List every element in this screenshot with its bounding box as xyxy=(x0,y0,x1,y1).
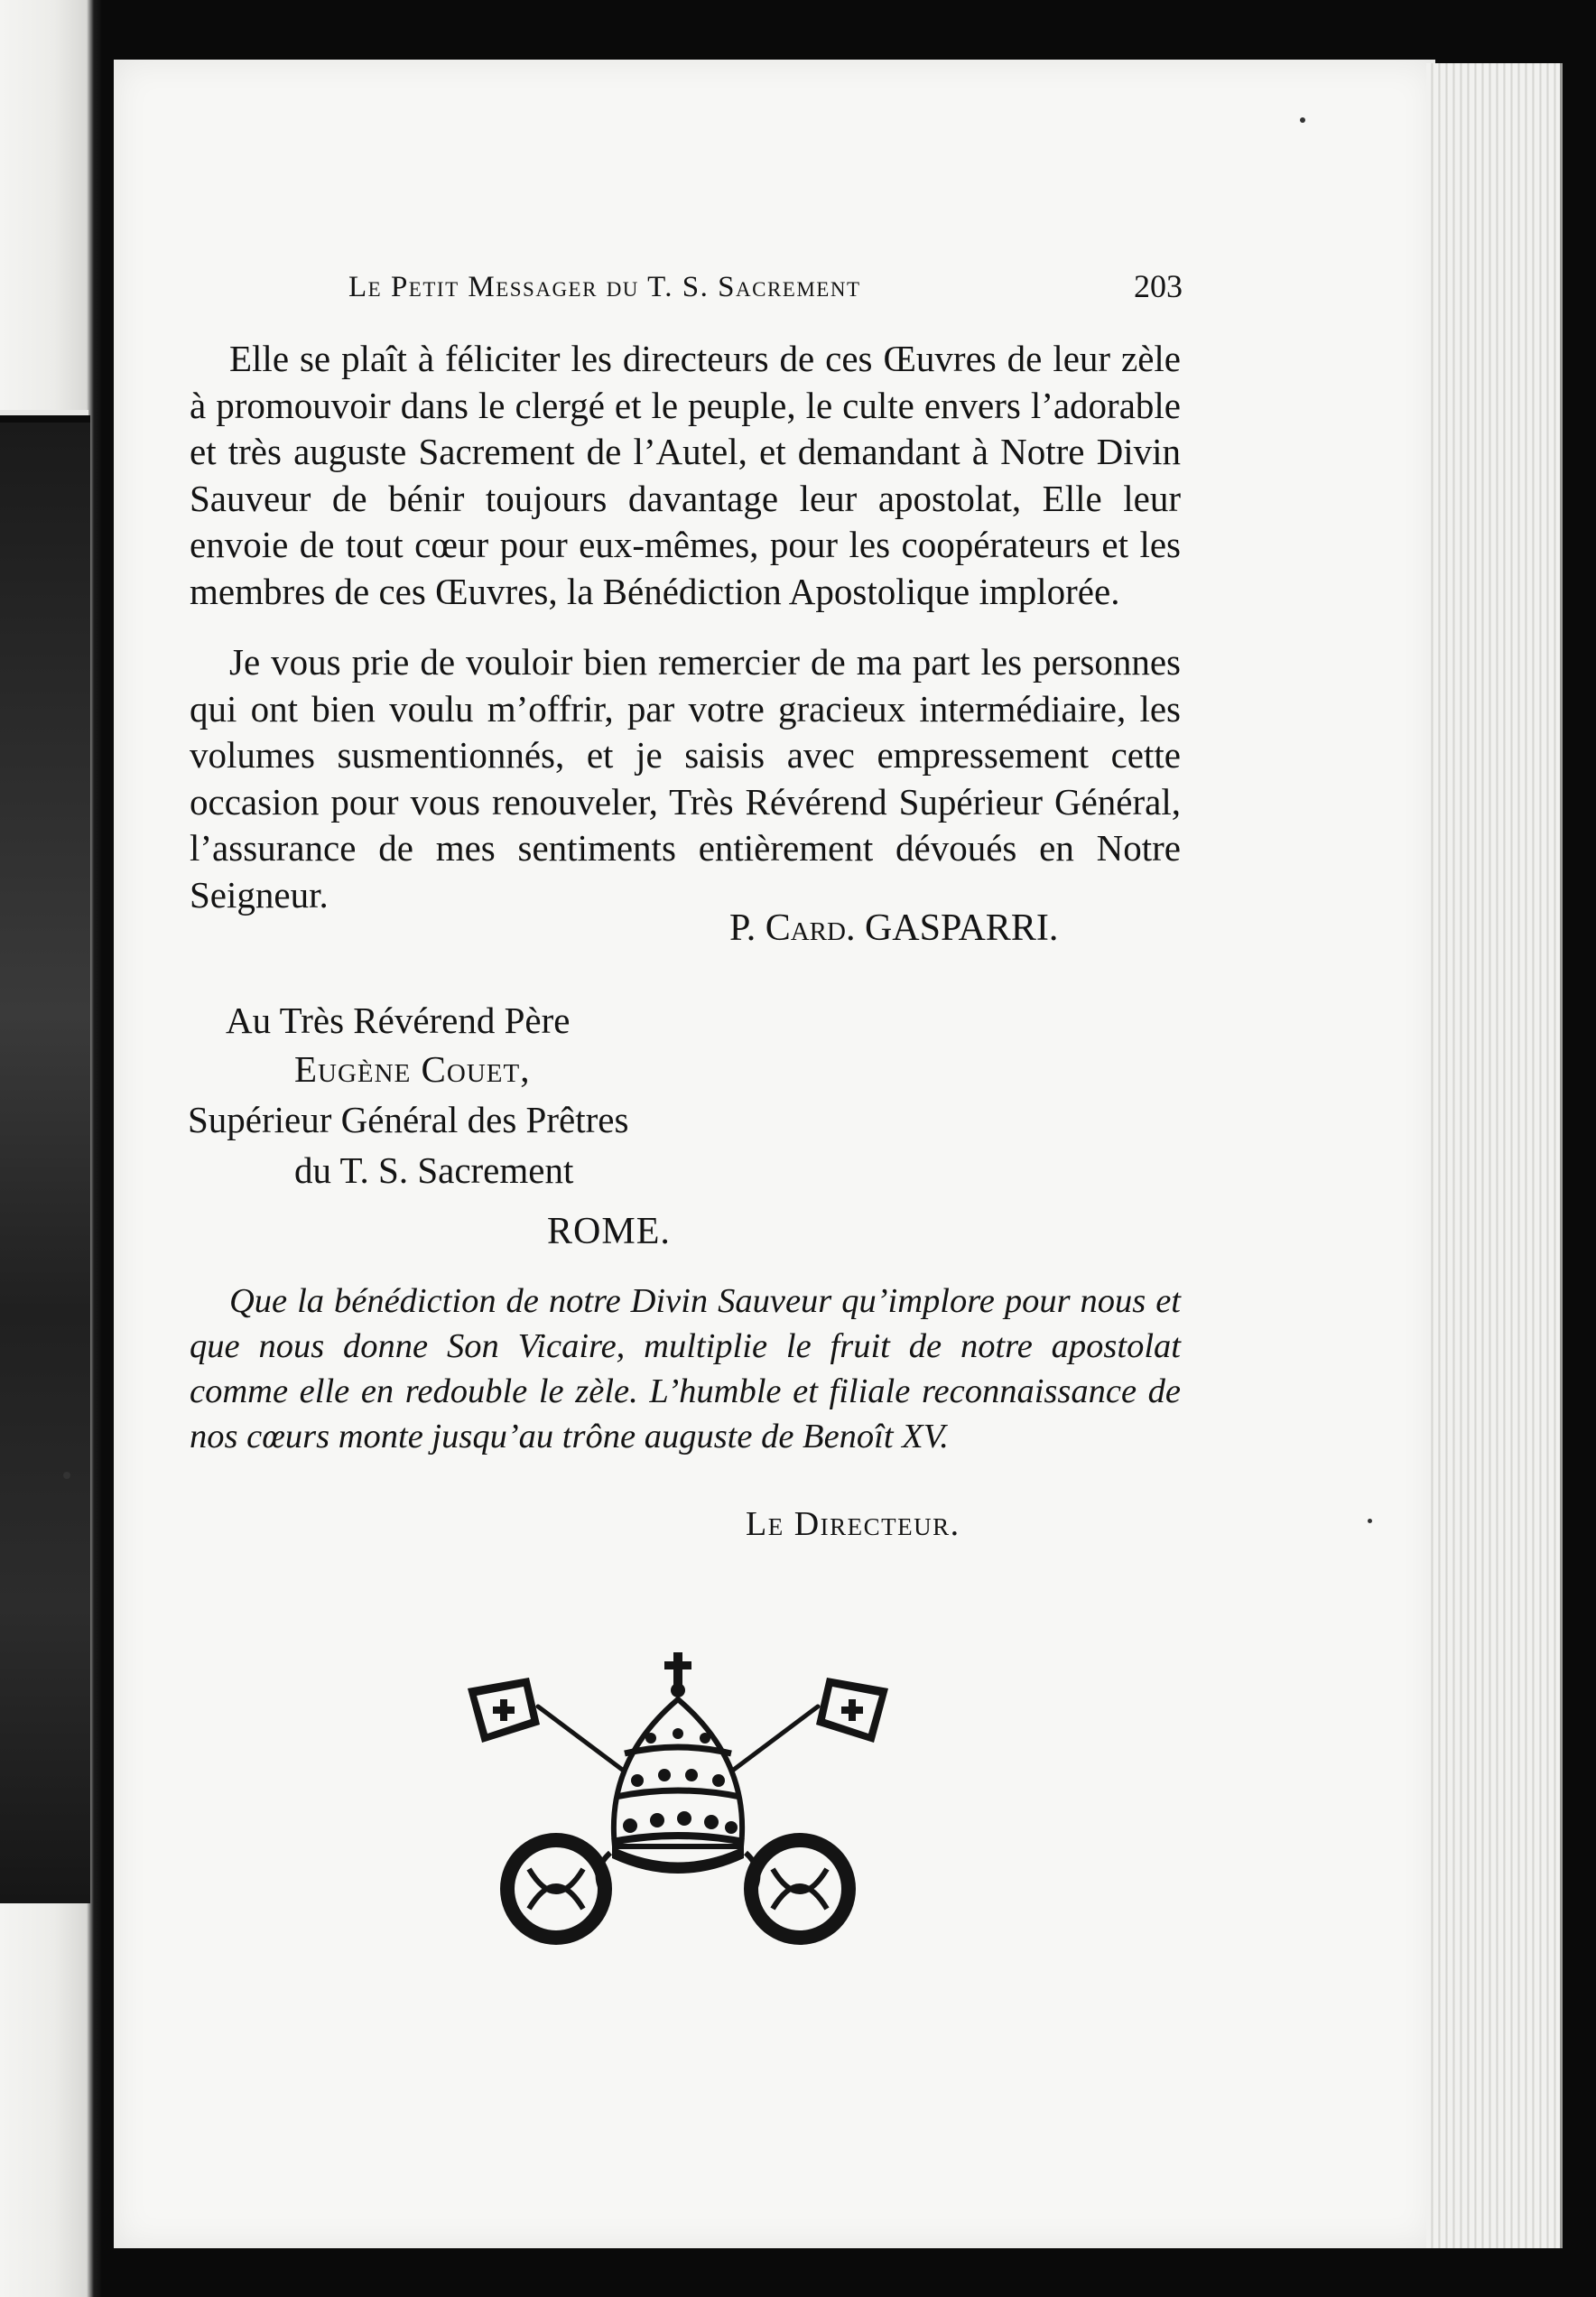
closing-note: Que la bénédiction de notre Divin Sauveur qu’implore pour nous et que nous donne Son Vicaire, multiplie le fruit de notre apostolat comme elle en redouble le zèle. L’humble et filiale reconnaissance de nos cœurs monte jusqu’au trône auguste de Benoît XV. xyxy=(190,1282,1181,1455)
body-paragraph-1: Elle se plaît à féliciter les directeurs de ces Œuvres de leur zèle à promouvoir dans le clergé et le peuple, le culte envers l’adorable et très auguste Sacrement de l’Autel, et demandant à Notre Divin Sauveur de bénir toujours davantage leur apostolat, Elle leur envoie de tout cœur pour eux-mêmes, pour les coopérateurs et les membres de ces Œuvres, la Bénédiction Apostolique implorée. xyxy=(190,338,1181,612)
address-line-4: du T. S. Sacrement xyxy=(294,1149,574,1191)
cardinal-signature xyxy=(729,907,1058,950)
facing-page-photo xyxy=(0,415,90,1903)
signature-prefix: P. Card. xyxy=(729,907,856,949)
papal-tiara-crossed-keys-icon xyxy=(457,1652,899,1959)
director-signature: Le Directeur. xyxy=(746,1505,960,1543)
scan-speck xyxy=(1368,1519,1372,1523)
right-key-bit xyxy=(816,1678,888,1743)
lappets xyxy=(500,1833,856,1945)
address-line-1: Au Très Révérend Père xyxy=(226,1000,571,1041)
running-head: Le Petit Messager du T. S. Sacrement xyxy=(348,271,861,303)
signature-name: GASPARRI. xyxy=(864,907,1059,949)
address-city: ROME. xyxy=(547,1211,671,1252)
body-paragraph-2: Je vous prie de vouloir bien remercier de ma part les personnes qui ont bien voulu m’offrir, par votre gracieux intermédiaire, les volumes susmentionnés, et je saisis avec empressement cette occasion pour vous renouveler, Très Révérend Supérieur Général, l’assurance de mes sentiments entièrement dévoués en Notre Seigneur. xyxy=(190,641,1181,916)
page-number: 203 xyxy=(1134,268,1183,304)
scan-speck xyxy=(1300,117,1305,123)
address-line-3: Supérieur Général des Prêtres xyxy=(188,1099,629,1140)
page-stack-edge xyxy=(1426,63,1563,2248)
address-line-2: Eugène Couet, xyxy=(294,1048,531,1090)
scan-speck xyxy=(63,1472,70,1479)
tiara xyxy=(612,1652,744,1874)
left-key-bit xyxy=(468,1678,540,1743)
